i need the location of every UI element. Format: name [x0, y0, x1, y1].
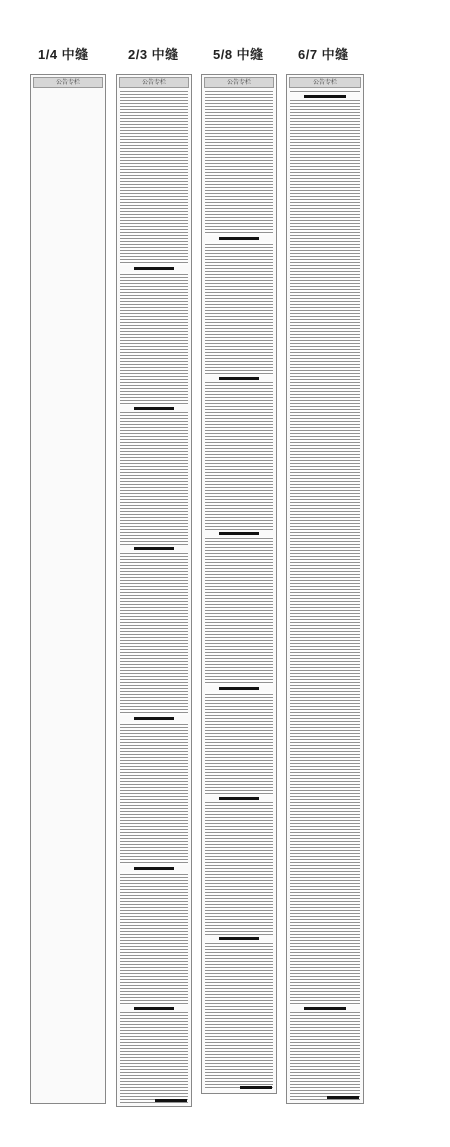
section-divider	[205, 795, 273, 802]
section-divider	[120, 405, 188, 412]
signature-mark	[240, 1086, 272, 1089]
section-divider	[120, 1005, 188, 1012]
column-2-3	[116, 74, 192, 1107]
signature-mark	[155, 1099, 187, 1102]
section-divider	[205, 530, 273, 537]
column-5-8	[201, 74, 277, 1094]
column-title-5-8: 5/8 中缝	[213, 47, 264, 62]
section-divider	[120, 545, 188, 552]
column-header: 公告专栏	[33, 77, 103, 88]
notice-text-block	[290, 91, 360, 1100]
section-divider	[205, 375, 273, 382]
section-divider	[205, 935, 273, 942]
signature-mark	[327, 1096, 359, 1099]
section-divider	[290, 93, 360, 100]
section-divider	[120, 265, 188, 272]
column-header: 公告专栏	[119, 77, 189, 88]
section-divider	[290, 1005, 360, 1012]
section-divider	[205, 235, 273, 242]
column-title-6-7: 6/7 中缝	[298, 47, 349, 62]
section-divider	[205, 685, 273, 692]
column-title-2-3: 2/3 中缝	[128, 47, 179, 62]
notice-text-block	[120, 91, 188, 1103]
section-divider	[120, 865, 188, 872]
column-6-7	[286, 74, 364, 1104]
section-divider	[120, 715, 188, 722]
column-header: 公告专栏	[204, 77, 274, 88]
column-1-4	[30, 74, 106, 1104]
column-header: 公告专栏	[289, 77, 361, 88]
column-title-1-4: 1/4 中缝	[38, 47, 89, 62]
